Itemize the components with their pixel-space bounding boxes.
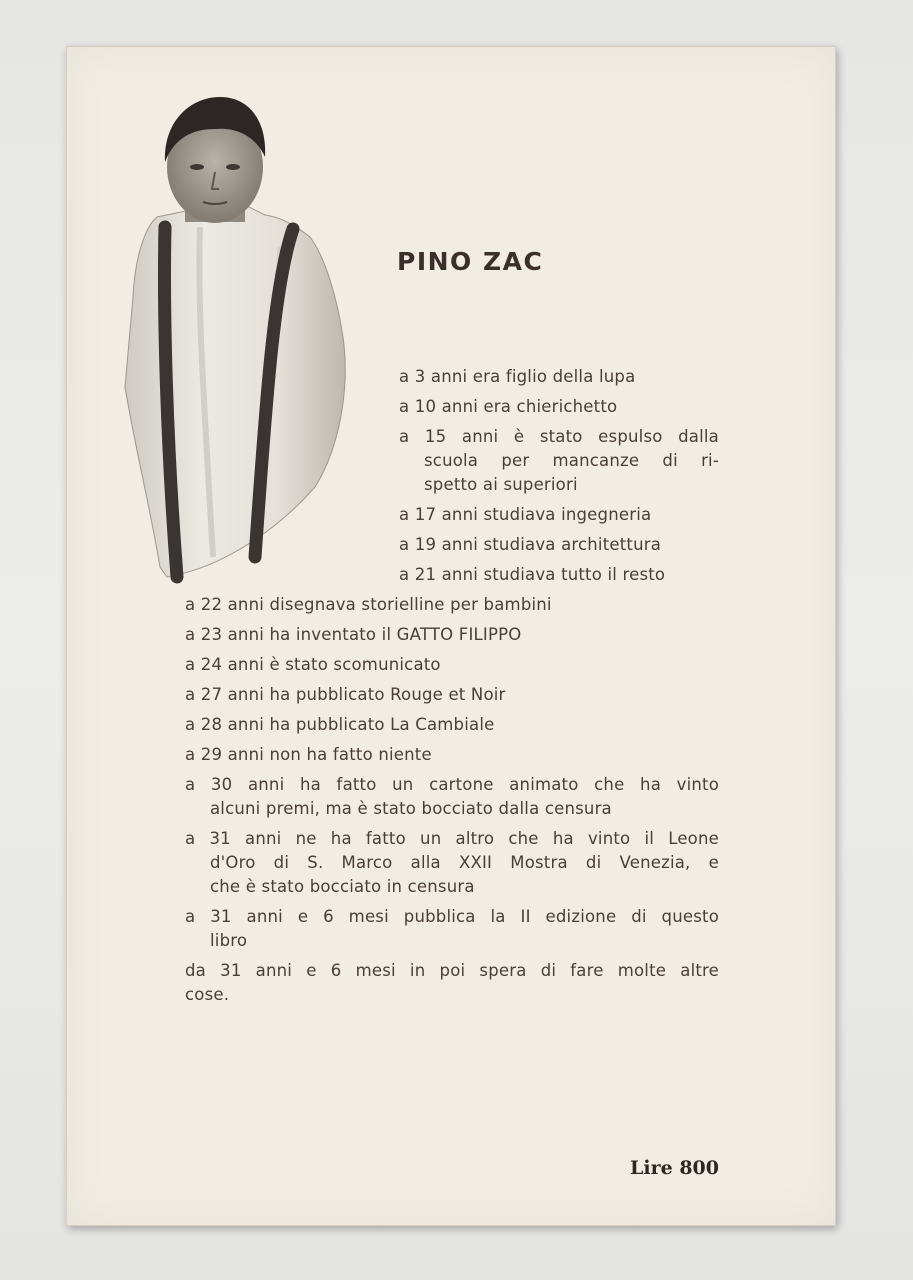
author-name-title: PINO ZAC — [397, 247, 544, 276]
timeline-item: a 29 anni non ha fatto niente — [185, 745, 432, 764]
timeline-item: a 19 anni studiava architettura — [399, 535, 662, 554]
timeline-item: a 28 anni ha pubblicato La Cambiale — [185, 715, 495, 734]
timeline-item: a 3 anni era figlio della lupa — [399, 367, 636, 386]
timeline-item: a 27 anni ha pubblicato Rouge et Noir — [185, 685, 506, 704]
boy-portrait-photo — [105, 87, 355, 587]
timeline-item: a 30 anni ha fatto un cartone animato che ha vinto alcuni premi, ma è stato bocciato dalla censura — [185, 775, 719, 818]
timeline-item: a 22 anni disegnava storielline per bambini — [185, 595, 552, 614]
timeline-item: a 10 anni era chierichetto — [399, 397, 618, 416]
book-back-cover — [66, 46, 836, 1226]
timeline-item: a 15 anni è stato espulso dalla scuola per mancanze di ri- spetto ai superiori — [399, 427, 719, 494]
timeline-item: a 17 anni studiava ingegneria — [399, 505, 652, 524]
timeline-item: a 31 anni e 6 mesi pubblica la II edizione di questo libro — [185, 907, 719, 950]
timeline-item: a 24 anni è stato scomunicato — [185, 655, 441, 674]
timeline-item: a 21 anni studiava tutto il resto — [399, 565, 666, 584]
timeline-item: a 31 anni ne ha fatto un altro che ha vinto il Leone d'Oro di S. Marco alla XXII Mostra di Venezia, e che è stato bocciato in censura — [185, 829, 719, 896]
timeline-item: da 31 anni e 6 mesi in poi spera di fare molte altre cose. — [185, 961, 719, 1004]
timeline-item: a 23 anni ha inventato il GATTO FILIPPO — [185, 625, 522, 644]
price-label: Lire 800 — [630, 1157, 719, 1179]
